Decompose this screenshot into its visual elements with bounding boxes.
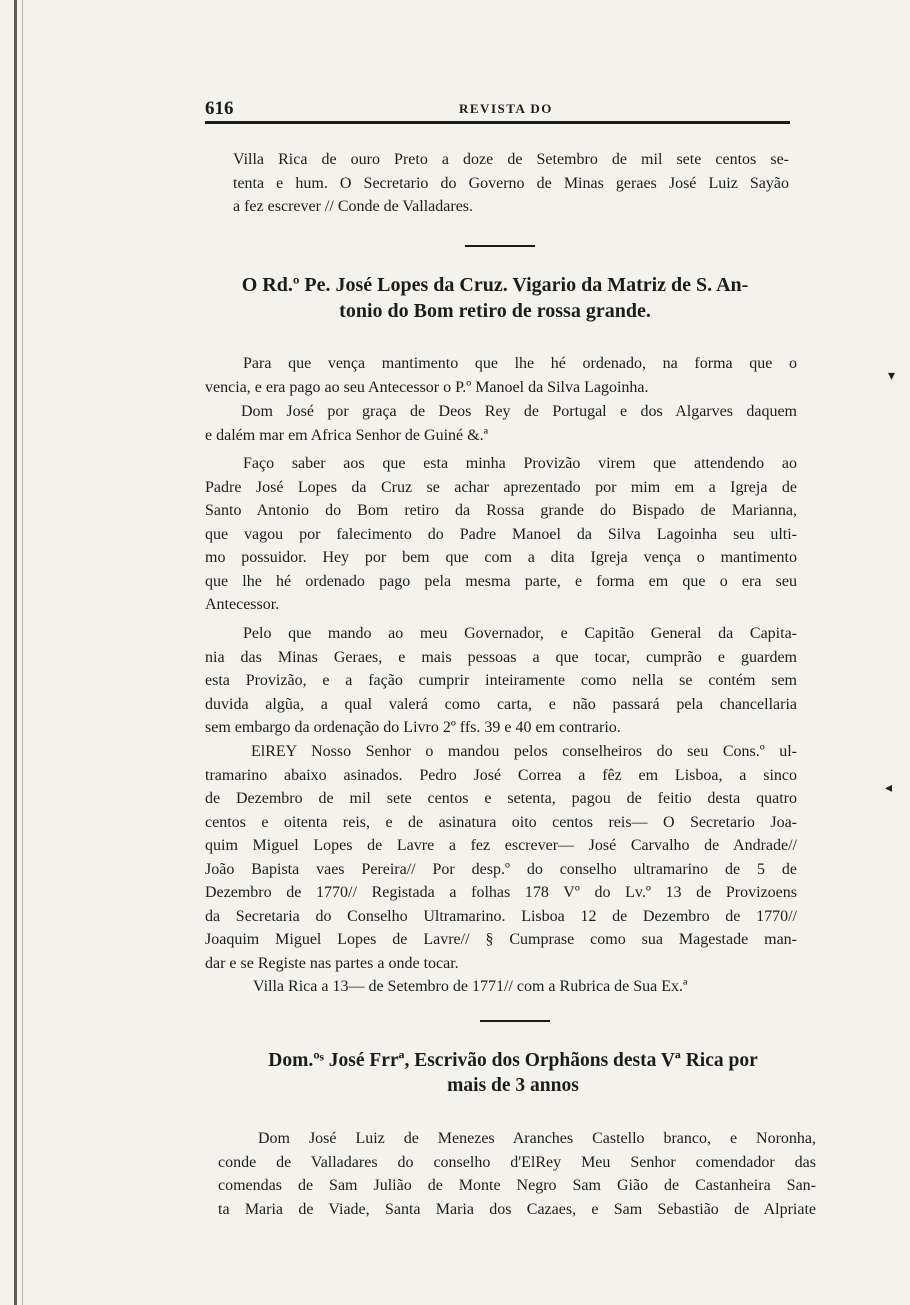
text-line: ElREY Nosso Senhor o mandou pelos conselheiros do seu Cons.º ul- bbox=[251, 743, 797, 760]
text-line: da Secretaria do Conselho Ultramarino. Lisboa 12 de Dezembro de 1770// bbox=[205, 907, 797, 925]
margin-speck: ▾ bbox=[888, 369, 896, 384]
text-line: duvida algũa, a qual valerá como carta, e não passará pela chancellaria bbox=[205, 695, 797, 713]
text-line: que vagou por falecimento do Padre Manoel da Silva Lagoinha seu ulti- bbox=[205, 525, 797, 543]
running-title: REVISTA DO bbox=[459, 101, 553, 116]
text-line: Padre José Lopes da Cruz se achar aprezentado por mim em a Igreja de bbox=[205, 478, 797, 496]
title-paragraph bbox=[205, 400, 797, 447]
section-title bbox=[200, 272, 790, 324]
closing-paragraph bbox=[233, 148, 789, 219]
body-paragraph bbox=[205, 622, 797, 740]
text-line: Antecessor. bbox=[205, 596, 280, 613]
text-line: Villa Rica de ouro Preto a doze de Setembro de mil sete centos se- bbox=[233, 151, 789, 168]
text-line: Villa Rica a 13— de Setembro de 1771// com a Rubrica de Sua Ex.ª bbox=[253, 978, 688, 995]
text-line: conde de Valladares do conselho d'ElRey Meu Senhor comendador das bbox=[218, 1153, 816, 1171]
text-line: Joaquim Miguel Lopes de Lavre// § Cumprase como sua Magestade man- bbox=[205, 931, 797, 948]
text-line: mo possuidor. Hey por bem que com a dita Igreja vença o mantimento bbox=[205, 549, 797, 566]
margin-speck: ◂ bbox=[885, 781, 893, 796]
text-line: a fez escrever // Conde de Valladares. bbox=[233, 198, 474, 215]
header-rule bbox=[205, 121, 790, 124]
text-line: Dom José Luiz de Menezes Aranches Castello branco, e Noronha, bbox=[258, 1130, 816, 1147]
section-title-line: tonio do Bom retiro de rossa grande. bbox=[339, 300, 651, 322]
text-line: João Bapista vaes Pereira// Por desp.º do conselho ultramarino de 5 de bbox=[205, 860, 797, 878]
text-line: que lhe hé ordenado pago pela mesma parte, e forma em que o era seu bbox=[205, 572, 797, 590]
page-edge-rule bbox=[14, 0, 17, 1305]
text-line: dar e se Registe nas partes a onde tocar. bbox=[205, 954, 459, 972]
body-paragraph bbox=[205, 740, 797, 975]
text-line: esta Provizão, e a fação cumprir inteiramente como nella se contém sem bbox=[205, 672, 797, 689]
text-line: Para que vença mantimento que lhe hé ordenado, na forma que o bbox=[243, 355, 797, 372]
text-line: Pelo que mando ao meu Governador, e Capitão General da Capita- bbox=[243, 625, 797, 642]
page-number: 616 bbox=[205, 98, 234, 119]
text-line: tenta e hum. O Secretario do Governo de Minas geraes José Luiz Sayão bbox=[233, 174, 789, 192]
summary-paragraph bbox=[205, 352, 797, 399]
text-line: centos e oitenta reis, e de asinatura oito centos reis— O Secretario Joa- bbox=[205, 813, 797, 831]
text-line: e dalém mar em Africa Senhor de Guiné &.ª bbox=[205, 426, 488, 444]
text-line: tramarino abaixo asinados. Pedro José Correa a fêz em Lisboa, a sinco bbox=[205, 766, 797, 784]
text-line: vencia, e era pago ao seu Antecessor o P.º Manoel da Silva Lagoinha. bbox=[205, 378, 649, 396]
page-edge-rule-inner bbox=[22, 0, 23, 1305]
section-title-line: O Rd.º Pe. José Lopes da Cruz. Vigario da Matriz de S. An- bbox=[241, 274, 749, 296]
section-separator bbox=[465, 245, 535, 247]
text-line: quim Miguel Lopes de Lavre a fez escrever— José Carvalho de Andrade// bbox=[205, 837, 797, 854]
text-line: comendas de Sam Julião de Monte Negro Sam Gião de Castanheira San- bbox=[218, 1177, 816, 1194]
text-line: Dom José por graça de Deos Rey de Portugal e dos Algarves daquem bbox=[241, 403, 797, 420]
text-line: Santo Antonio do Bom retiro da Rossa grande do Bispado de Marianna, bbox=[205, 502, 797, 519]
date-paragraph bbox=[205, 975, 797, 999]
text-line: Faço saber aos que esta minha Provizão virem que attendendo ao bbox=[243, 455, 797, 472]
body-paragraph bbox=[205, 452, 797, 617]
text-line: sem embargo da ordenação do Livro 2º ffs. 39 e 40 em contrario. bbox=[205, 719, 621, 736]
page-header bbox=[205, 98, 790, 120]
section-title bbox=[218, 1048, 808, 1098]
section-separator bbox=[480, 1020, 550, 1022]
section-title-line: mais de 3 annos bbox=[447, 1075, 579, 1096]
text-line: nia das Minas Geraes, e mais pessoas a que tocar, cumprão e guardem bbox=[205, 648, 797, 666]
text-line: de Dezembro de mil sete centos e setenta, pagou de feitio desta quatro bbox=[205, 790, 797, 807]
body-paragraph bbox=[218, 1127, 816, 1221]
section-title-line: Dom.ºˢ José Frrª, Escrivão dos Orphãons desta Vª Rica por bbox=[268, 1050, 758, 1071]
text-line: ta Maria de Viade, Santa Maria dos Cazaes, e Sam Sebastião de Alpriate bbox=[218, 1200, 816, 1218]
text-line: Dezembro de 1770// Registada a folhas 178 Vº do Lv.º 13 de Provizoens bbox=[205, 884, 797, 901]
